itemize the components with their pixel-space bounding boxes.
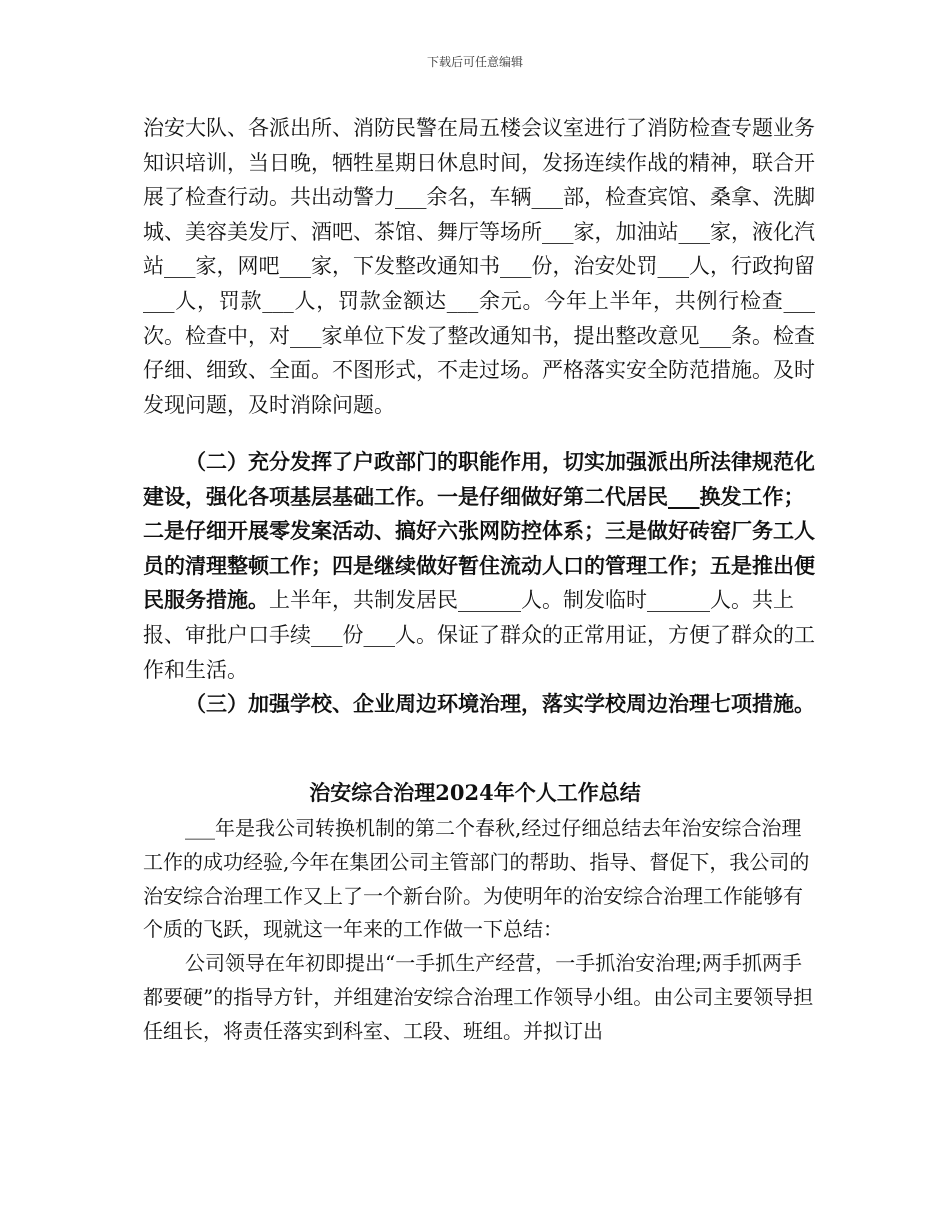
paragraph-school-environment: （三）加强学校、企业周边环境治理，落实学校周边治理七项措施。 — [185, 691, 815, 717]
paragraph-inspection: 治安大队、各派出所、消防民警在局五楼会议室进行了消防检查专题业务知识培训，当日晚，牺牲星期日休息时间，发扬连续作战的精神，联合开展了检查行动。共出动警力___余名，车辆___部，检查宾馆、桑拿、洗脚城、美容美发厅、酒吧、茶馆、舞厅等场所___家，加油站___家，液化汽站___家，网吧___家，下发整改通知书___份，治安处罚___人，行政拘留___人，罚款___人，罚款金额达___余元。今年上半年，共例行检查___次。检查中，对___家单位下发了整改通知书，提出整改意见___条。检查仔细、细致、全面。不图形式，不走过场。严格落实安全防范措施。及时发现问题，及时消除问题。 — [143, 116, 815, 417]
body-block-3 — [143, 812, 815, 1049]
paragraph-normal-tail: 上半年，共制发居民______人。制发临时______人。共上报、审批户口手续___份___人。保证了群众的正常用证，方便了群众的工作和生活。 — [143, 588, 815, 682]
paragraph-intro: ___年是我公司转换机制的第二个春秋,经过仔细总结去年治安综合治理工作的成功经验,今年在集团公司主管部门的帮助、指导、督促下，我公司的治安综合治理工作又上了一个新台阶。为使明年的治安综合治理工作能够有个质的飞跃，现就这一年来的工作做一下总结： — [143, 816, 810, 942]
paragraph-bold-lead: （二）充分发挥了户政部门的职能作用，切实加强派出所法律规范化建设，强化各项基层基础工作。一是仔细做好第二代居民___换发工作；二是仔细开展零发案活动、搞好六张网防控体系；三是做好砖窑厂务工人员的清理整顿工作；四是继续做好暂住流动人口的管理工作；五是推出便民服务措施。 — [143, 449, 815, 613]
section-title: 治安综合治理2024年个人工作总结 — [309, 780, 641, 805]
paragraph-leadership: 公司领导在年初即提出“一手抓生产经营，一手抓治安治理;两手抓两手都要硬”的指导方针，并组建治安综合治理工作领导小组。由公司主要领导担任组长，将责任落实到科室、工段、班组。并拟订出 — [143, 951, 814, 1043]
body-block-1 — [143, 111, 815, 422]
body-block-2 — [143, 445, 815, 722]
page-header: 下载后可任意编辑 — [426, 55, 523, 69]
paragraph-household-registration — [143, 445, 815, 687]
